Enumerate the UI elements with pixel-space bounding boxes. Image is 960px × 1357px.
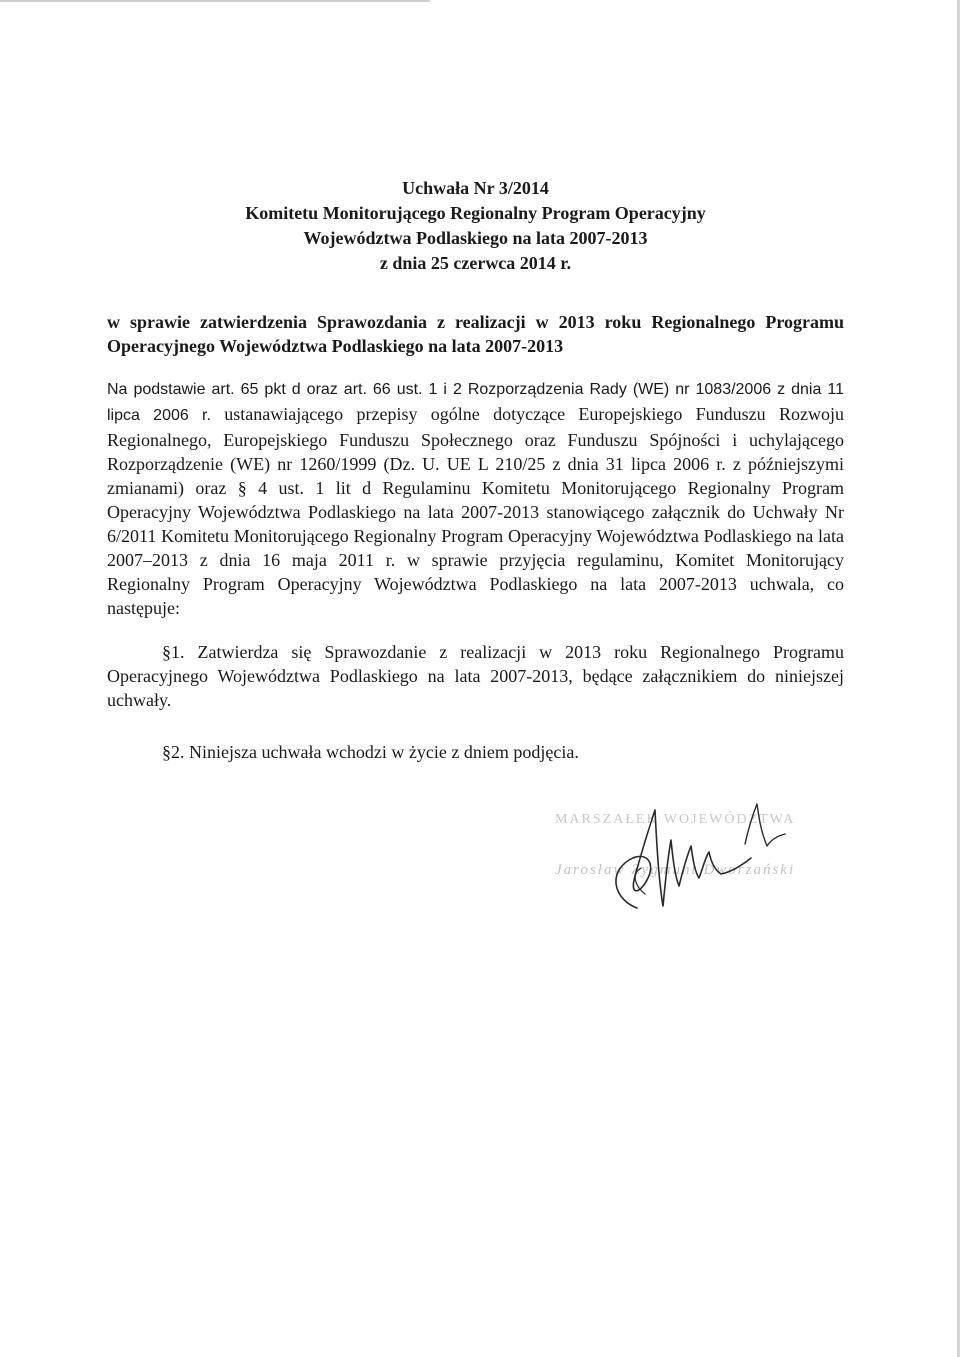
resolution-number: Uchwała Nr 3/2014 [402,178,549,198]
scan-top-edge [0,0,430,2]
committee-name: Komitetu Monitorującego Regionalny Program Operacyjny [245,203,706,223]
stamp-name: Jarosław Zygmunt Dworzański [555,862,796,878]
handwritten-signature [545,790,835,920]
paragraph-1: §1. Zatwierdza się Sprawozdanie z realizacji w 2013 roku Regionalnego Programu Operacyjnego Województwa Podlaskiego na lata 2007-2013, będące załącznikiem do niniejszej uchwały. [107,642,844,710]
official-stamp [545,790,835,920]
document-page [107,176,844,764]
legal-basis [107,376,844,620]
resolution-heading [107,176,844,276]
resolution-date: z dnia 25 czerwca 2014 r. [379,253,572,273]
voivodeship-period: Województwa Podlaskiego na lata 2007-2013 [303,228,648,248]
stamp-title: MARSZAŁEK WOJEWÓDZTWA [555,812,796,827]
resolution-subject: w sprawie zatwierdzenia Sprawozdania z realizacji w 2013 roku Regionalnego Programu Operacyjnego Województwa Podlaskiego na lata 2007-2013 [107,312,844,356]
legal-basis-part1: Na podstawie art. 65 pkt d oraz art. 66 ust. 1 i 2 Rozporządzenia Rady (WE) nr 1083/2006 z dnia 11 lipca 2006 r. [107,381,844,424]
paragraph-2: §2. Niniejsza uchwała wchodzi w życie z dniem podjęcia. [162,742,579,762]
legal-basis-part2: ustanawiającego przepisy ogólne dotyczące Europejskiego Funduszu Rozwoju Regionalnego, Europejskiego Funduszu Społecznego oraz Funduszu Spójności i uchylającego Rozporządzenie (WE) nr 1260/1999 (Dz. U. UE L 210/25 z dnia 31 lipca 2006 r. z późniejszymi zmianami) oraz § 4 ust. 1 lit d Regulaminu Komitetu Monitorującego Regionalny Program Operacyjny Województwa Podlaskiego na lata 2007-2013 stanowiącego załącznik do Uchwały Nr 6/2011 Komitetu Monitorującego Regionalny Program Operacyjny Województwa Podlaskiego na lata 2007–2013 z dnia 16 maja 2011 r. w sprawie przyjęcia regulaminu, Komitet Monitorujący Regionalny Program Operacyjny Województwa Podlaskiego na lata 2007-2013 uchwala, co następuje: [107,404,844,618]
